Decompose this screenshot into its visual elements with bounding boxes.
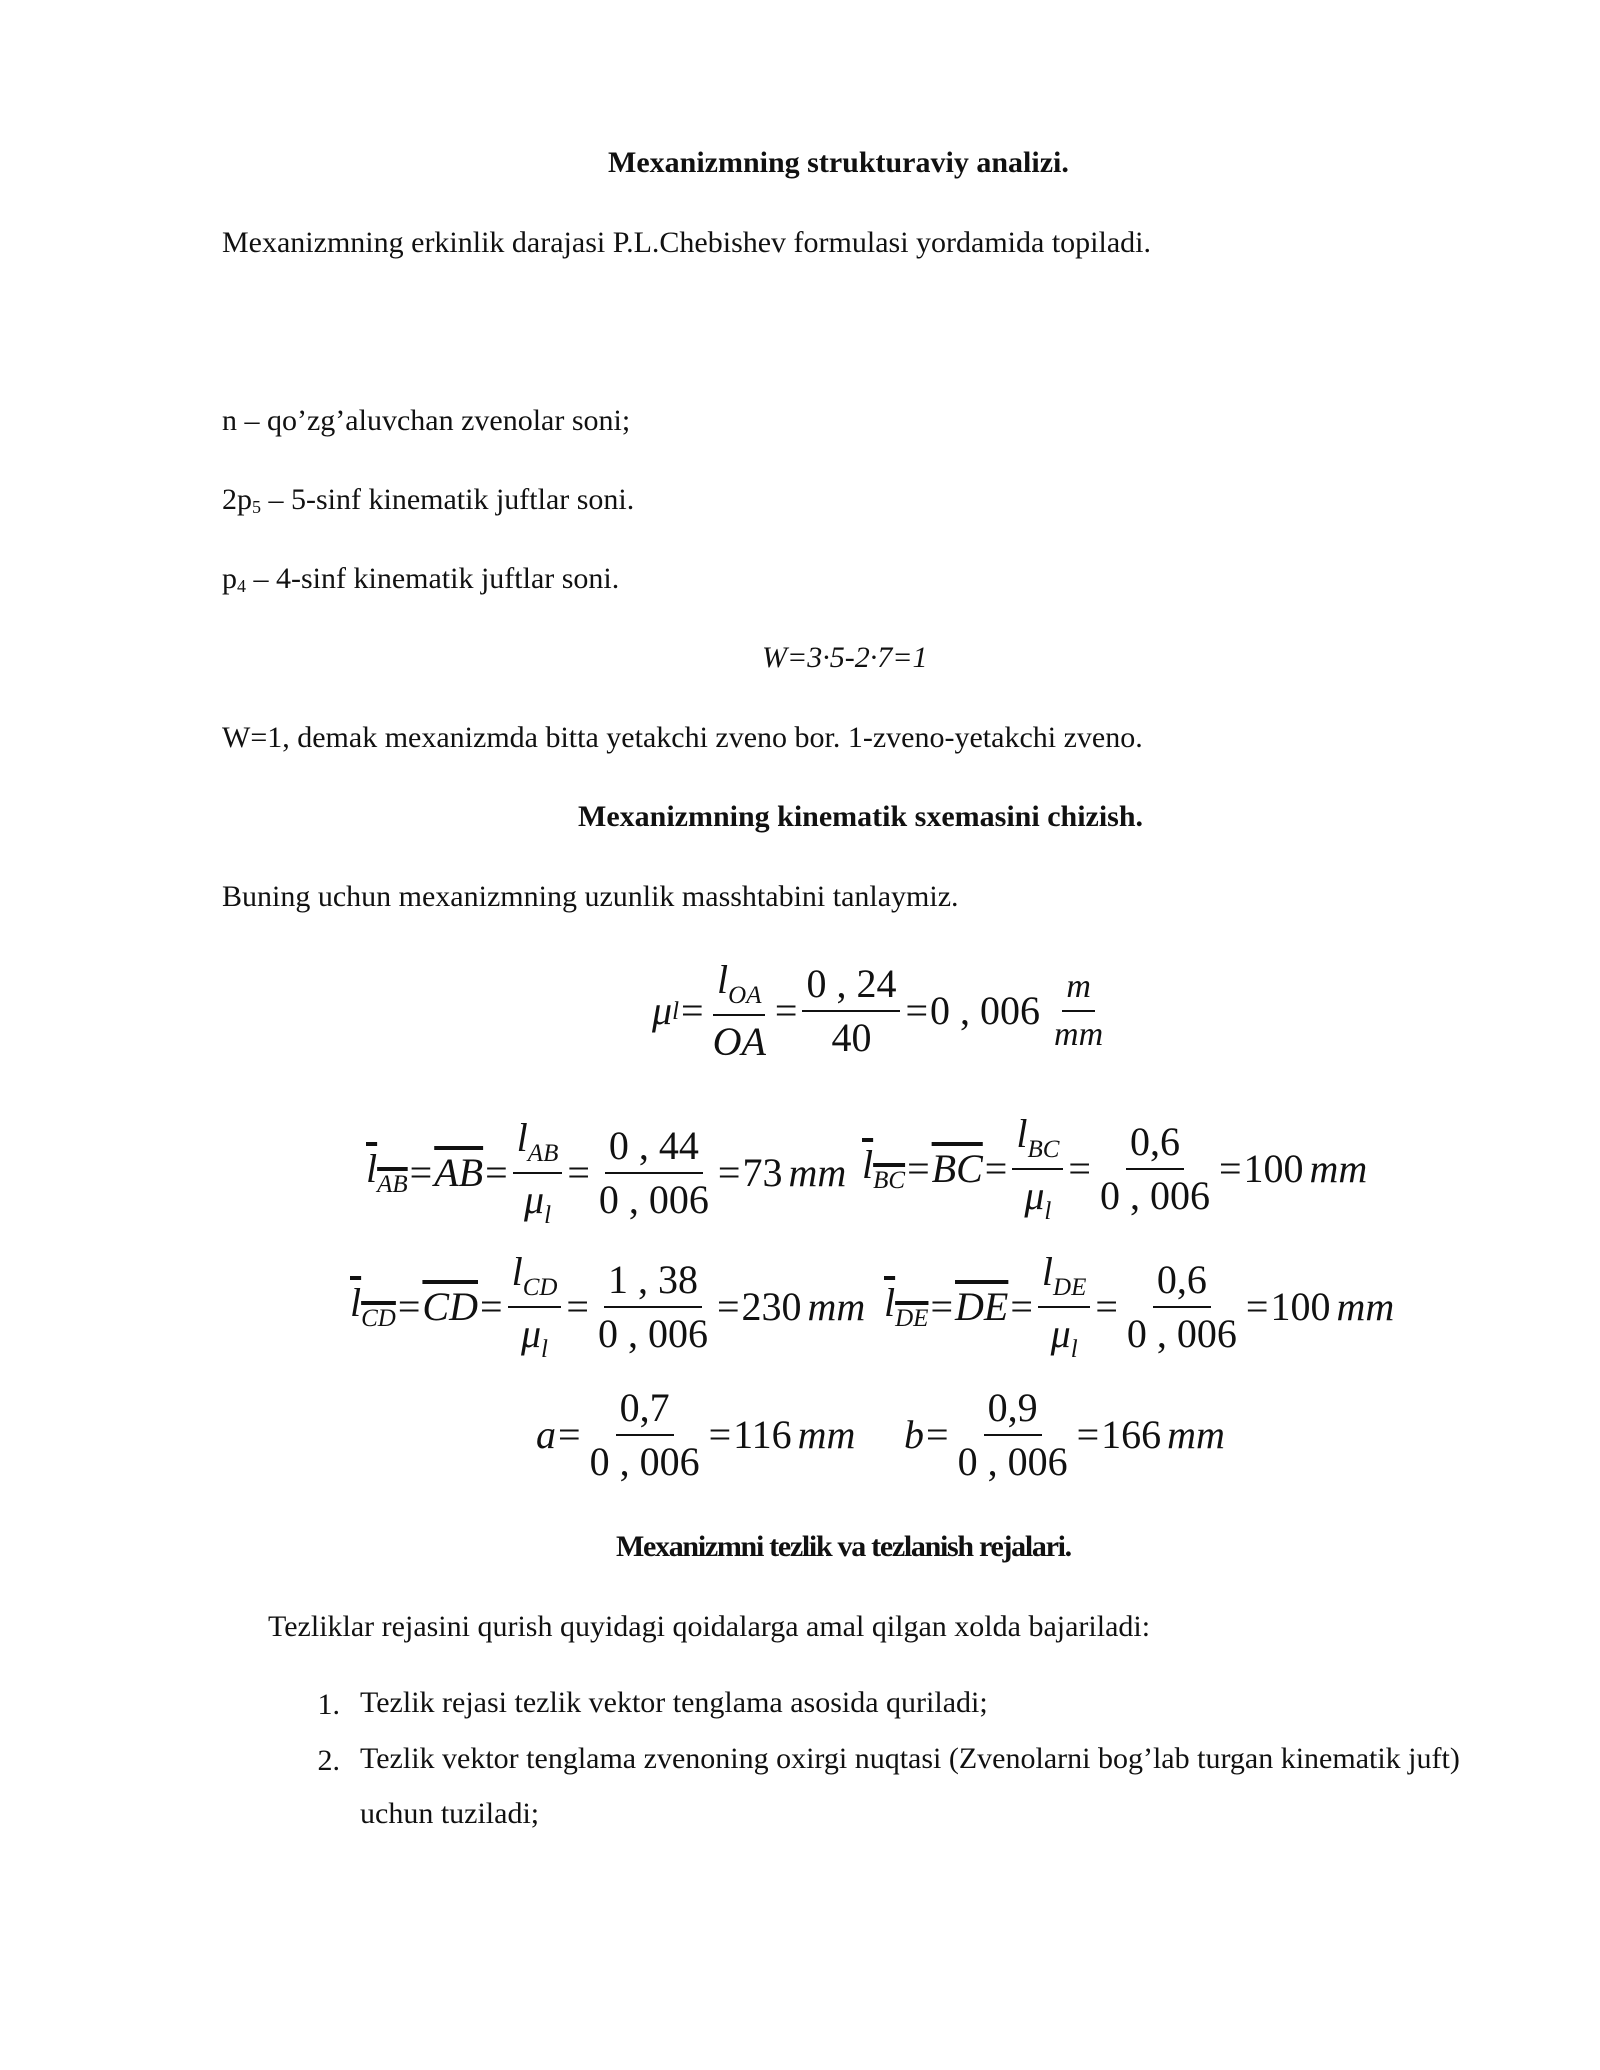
de-result: 100 xyxy=(1270,1284,1331,1329)
mu-subscript: l xyxy=(541,1336,548,1363)
fraction-denominator: 0 , 006 xyxy=(597,1311,708,1356)
definition-p4 xyxy=(222,562,619,597)
l-subscript: AB xyxy=(527,1140,559,1167)
variable-a: a xyxy=(536,1412,556,1457)
p4-text: – 4-sinf kinematik juftlar soni. xyxy=(246,562,620,595)
variable-b: b xyxy=(904,1412,924,1457)
fraction-value xyxy=(1096,1119,1214,1218)
fraction-denominator: 0 , 006 xyxy=(1126,1311,1237,1356)
l-symbol: l xyxy=(1041,1249,1054,1294)
fraction-numerator: 0,6 xyxy=(1126,1122,1184,1170)
mu-subscript: l xyxy=(1044,1198,1052,1225)
fraction-value xyxy=(594,1257,712,1356)
fraction-denominator: 0 , 006 xyxy=(1099,1173,1210,1218)
fraction-l-oa xyxy=(709,957,770,1064)
fraction-l-mu xyxy=(508,1249,562,1363)
heading-velocity-plans: Mexanizmni tezlik va tezlanish rejalari. xyxy=(616,1530,1071,1563)
segment-bc: $\overline{BC}$ xyxy=(931,1146,983,1191)
heading-kinematic-scheme: Mexanizmning kinematik sxemasini chizish. xyxy=(578,800,1144,833)
fraction-value xyxy=(802,961,900,1060)
l-subscript: CD xyxy=(522,1274,558,1301)
fraction-numerator: 0,6 xyxy=(1153,1260,1211,1308)
fraction-l-mu xyxy=(1012,1111,1063,1225)
b-result: 166 xyxy=(1101,1412,1162,1457)
segment-cd: $\overline{CD}$ xyxy=(422,1284,478,1329)
l-subscript: DE xyxy=(1053,1274,1087,1301)
fraction-denominator: 40 xyxy=(831,1015,872,1060)
mu-subscript: l xyxy=(672,997,680,1025)
mu-subscript: l xyxy=(544,1202,552,1229)
unit: mm xyxy=(807,1284,866,1329)
unit: mm xyxy=(1309,1146,1368,1191)
cd-result: 230 xyxy=(741,1284,802,1329)
definition-p5 xyxy=(222,483,634,518)
definition-n: n – qo’zg’aluvchan zvenolar soni; xyxy=(222,404,631,437)
mu-symbol: μ xyxy=(520,1311,542,1356)
fraction-value xyxy=(954,1385,1072,1484)
unit-fraction xyxy=(1050,970,1107,1052)
unit-denominator: mm xyxy=(1054,1016,1104,1053)
unit: mm xyxy=(797,1412,856,1457)
freedom-degree-formula: W=3·5-2·7=1 xyxy=(762,641,928,674)
formula-bc: $l_{BC}$ = $\overline{BC}$ = $\frac{l_{BC}}{\mu_l}$ = $\frac{0,6}{0 , 006}$ = 100 mm xyxy=(862,1111,1368,1225)
ab-result: 73 xyxy=(742,1150,783,1195)
paragraph-scale-intro: Buning uchun mexanizmning uzunlik masshtabini tanlaymiz. xyxy=(222,880,959,913)
list-item-2: Tezlik vektor tenglama zvenoning oxirgi nuqtasi (Zvenolarni bog’lab turgan kinematik juft) uchun tuziladi; xyxy=(360,1742,1460,1830)
fraction-numerator: 0,9 xyxy=(984,1388,1042,1436)
mu-subscript: l xyxy=(1070,1336,1078,1363)
unit: mm xyxy=(788,1150,847,1195)
l-subscript: BC xyxy=(1027,1136,1060,1163)
l-symbol: l xyxy=(1016,1111,1028,1156)
bc-result: 100 xyxy=(1243,1146,1304,1191)
mu-symbol: μ xyxy=(1050,1311,1071,1356)
formula-de: $l_{DE}$ = $\overline{DE}$ = $\frac{l_{DE}}{\mu_l}$ = $\frac{0,6}{0 , 006}$ = 100 mm xyxy=(884,1249,1395,1363)
formula-b: b = $\frac{0,9}{0 , 006}$ = 166 mm xyxy=(904,1385,1225,1484)
l-subscript: DE xyxy=(895,1305,929,1332)
a-result: 116 xyxy=(733,1412,792,1457)
fraction-l-mu xyxy=(513,1115,563,1229)
fraction-denominator: 0 , 006 xyxy=(598,1177,709,1222)
fraction-value xyxy=(586,1385,704,1484)
l-subscript: AB xyxy=(377,1171,408,1198)
p5-text: – 5-sinf kinematik juftlar soni. xyxy=(261,483,635,516)
mu-symbol: μ xyxy=(652,988,673,1033)
list-item-1: Tezlik rejasi tezlik vektor tenglama asosida quriladi; xyxy=(360,1686,988,1719)
paragraph-chebishev: Mexanizmning erkinlik darajasi P.L.Chebishev formulasi yordamida topiladi. xyxy=(222,226,1151,259)
p5-subscript: 5 xyxy=(252,497,261,517)
p4-subscript: 4 xyxy=(237,576,246,596)
l-subscript: CD xyxy=(361,1305,396,1332)
paragraph-w-result: W=1, demak mexanizmda bitta yetakchi zveno bor. 1-zveno-yetakchi zveno. xyxy=(222,721,1143,754)
fraction-numerator: 1 , 38 xyxy=(604,1260,702,1308)
list-number-1: 1. xyxy=(317,1688,340,1721)
fraction-value xyxy=(1123,1257,1241,1356)
l-symbol: l xyxy=(884,1280,896,1325)
fraction-value xyxy=(595,1123,713,1222)
l-symbol: l xyxy=(717,957,729,1002)
heading-structural-analysis: Mexanizmning strukturaviy analizi. xyxy=(608,146,1069,179)
l-subscript: BC xyxy=(873,1167,906,1194)
l-symbol: l xyxy=(516,1115,528,1160)
unit: mm xyxy=(1336,1284,1395,1329)
fraction-numerator: 0,7 xyxy=(616,1388,674,1436)
paragraph-velocity-intro: Tezliklar rejasini qurish quyidagi qoidalarga amal qilgan xolda bajariladi: xyxy=(268,1610,1151,1643)
l-symbol: l xyxy=(862,1142,874,1187)
unit-numerator: m xyxy=(1062,970,1095,1012)
fraction-denominator: 0 , 006 xyxy=(589,1439,700,1484)
l-symbol: l xyxy=(511,1249,523,1294)
l-symbol: l xyxy=(366,1146,378,1191)
fraction-numerator: 0 , 24 xyxy=(802,964,900,1012)
p4-prefix: p xyxy=(222,562,237,595)
list-number-2: 2. xyxy=(317,1744,340,1777)
formula-cd: $l_{CD}$ = $\overline{CD}$ = $\frac{l_{CD}}{\mu_l}$ = $\frac{1 , 38}{0 , 006}$ = 230 mm xyxy=(350,1249,866,1363)
formula-a: a = $\frac{0,7}{0 , 006}$ = 116 mm xyxy=(536,1385,856,1484)
p5-prefix: 2p xyxy=(222,483,252,516)
segment-de: $\overline{DE}$ xyxy=(955,1284,1009,1329)
unit: mm xyxy=(1167,1412,1225,1457)
fraction-numerator: 0 , 44 xyxy=(605,1126,703,1174)
l-symbol: l xyxy=(350,1280,362,1325)
fraction-l-mu xyxy=(1038,1249,1090,1363)
mu-result: 0 , 006 xyxy=(930,988,1041,1033)
fraction-denominator: 0 , 006 xyxy=(957,1439,1068,1484)
formula-length-scale: μ l = $\frac{l_{OA}}{OA}$ = $\frac{0 , 24}{40}$ = 0 , 006 $\frac{m}{mm}$ xyxy=(652,960,1110,1062)
mu-symbol: μ xyxy=(523,1177,545,1222)
formula-ab: $l_{AB}$ = $\overline{AB}$ = $\frac{l_{AB}}{\mu_l}$ = $\frac{0 , 44}{0 , 006}$ = 73 mm xyxy=(366,1115,847,1229)
l-subscript: OA xyxy=(728,982,762,1009)
segment-ab: $\overline{AB}$ xyxy=(434,1150,484,1195)
mu-symbol: μ xyxy=(1024,1173,1045,1218)
fraction-denominator: OA xyxy=(712,1019,766,1064)
